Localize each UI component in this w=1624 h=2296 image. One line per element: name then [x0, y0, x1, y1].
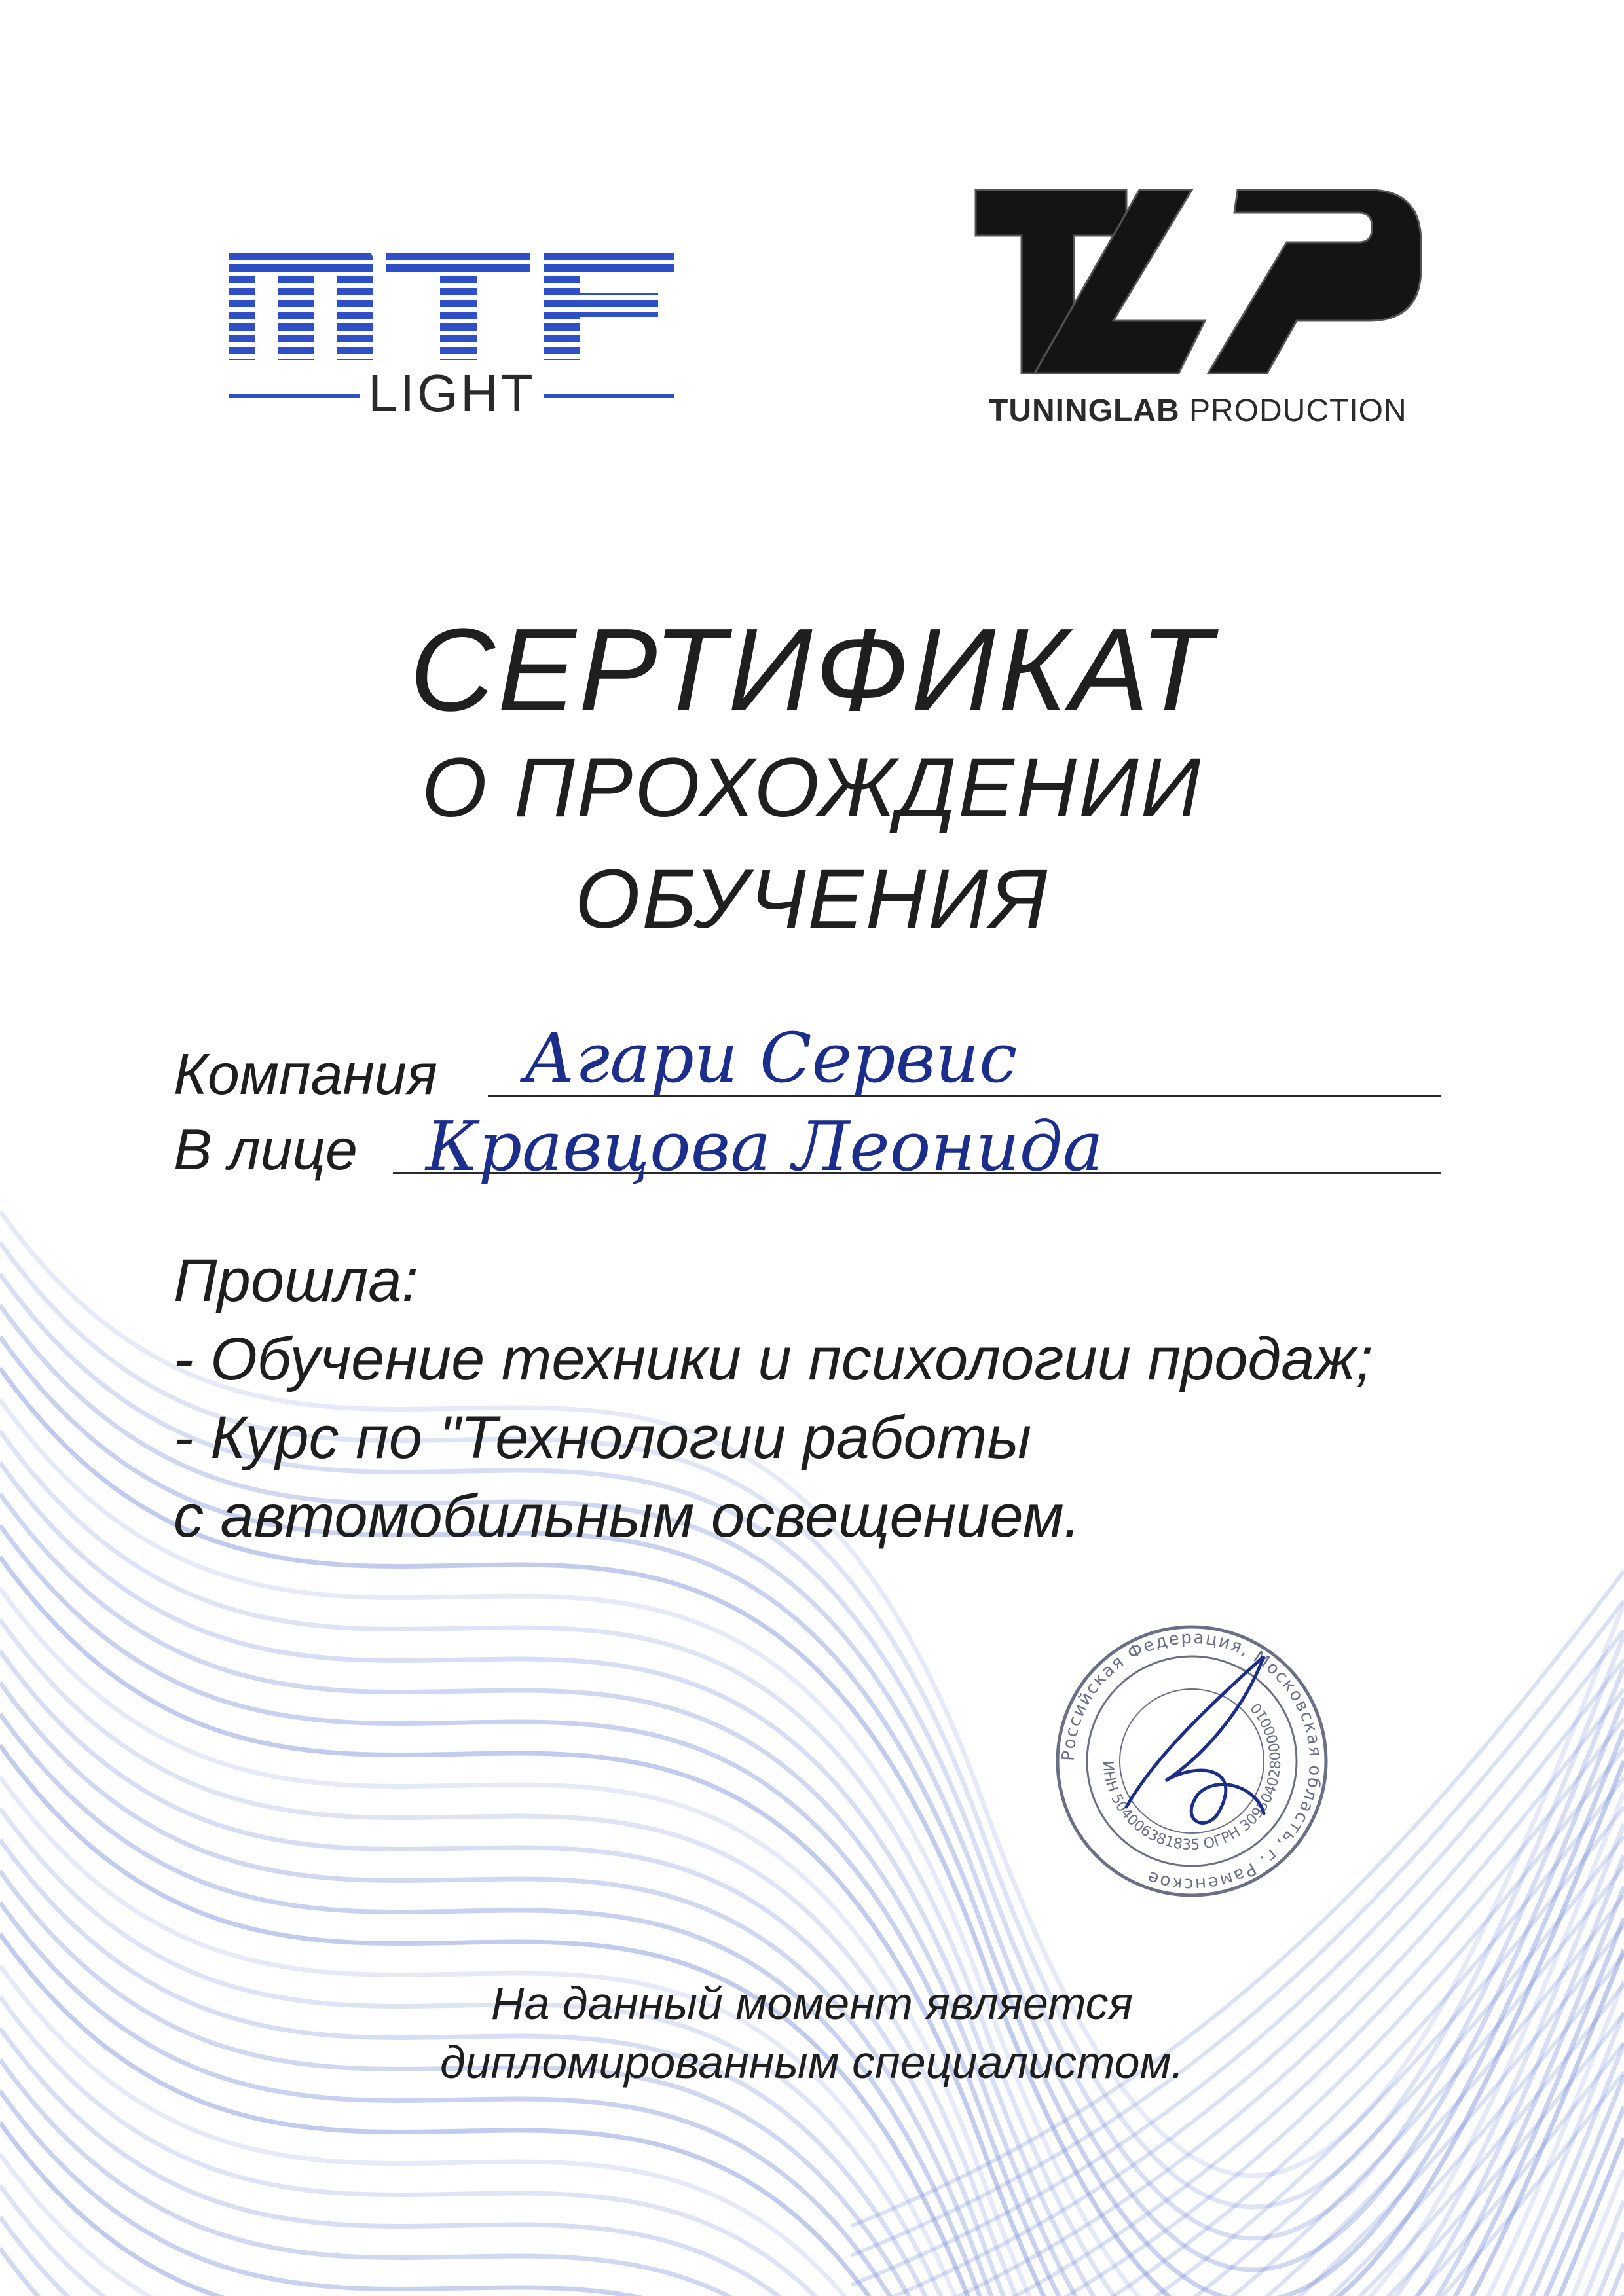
person-handwritten-value: Кравцова Леонида: [426, 1106, 1103, 1186]
certificate-title: СЕРТИФИКАТ: [409, 604, 1215, 736]
tagline-bold: TUNINGLAB: [989, 393, 1180, 428]
mtf-light-logo: [216, 229, 753, 426]
footer-line-1: На данный момент является: [490, 1978, 1134, 2029]
completed-line-1: - Обучение техники и психологии продаж;: [174, 1326, 1373, 1393]
mtf-logo-mark: [216, 229, 753, 426]
wave-line: [0, 1463, 1624, 2296]
company-label: Компания: [174, 1042, 437, 1106]
stamp-outer-text: Российская Федерация, Московская область, г. Раменское: [1058, 1628, 1325, 1895]
completed-line-3: с автомобильным освещением.: [174, 1483, 1081, 1550]
footer-line-2: дипломированным специалистом.: [439, 2037, 1185, 2088]
signature-icon: [1126, 1656, 1264, 1823]
company-handwritten-value: Агари Сервис: [524, 1018, 1018, 1098]
completed-line-2: - Курс по "Технологии работы: [174, 1404, 1032, 1471]
mtf-subtitle: LIGHT: [368, 364, 536, 422]
tlp-tagline: [989, 393, 1407, 429]
tlp-logo-mark: [963, 183, 1434, 393]
tagline-light: PRODUCTION: [1189, 393, 1407, 428]
stamp-inner-text: ИНН 504006381835 ОГРН 3095040280000010: [1099, 1699, 1285, 1854]
person-label: В лице: [174, 1117, 358, 1182]
certificate-subtitle-line2: ОБУЧЕНИЯ: [574, 852, 1050, 946]
completed-heading: Прошла:: [174, 1247, 418, 1314]
company-stamp: [1048, 1617, 1336, 1905]
wave-line: [0, 1337, 1624, 2296]
certificate-subtitle-line1: О ПРОХОЖДЕНИИ: [421, 741, 1203, 835]
